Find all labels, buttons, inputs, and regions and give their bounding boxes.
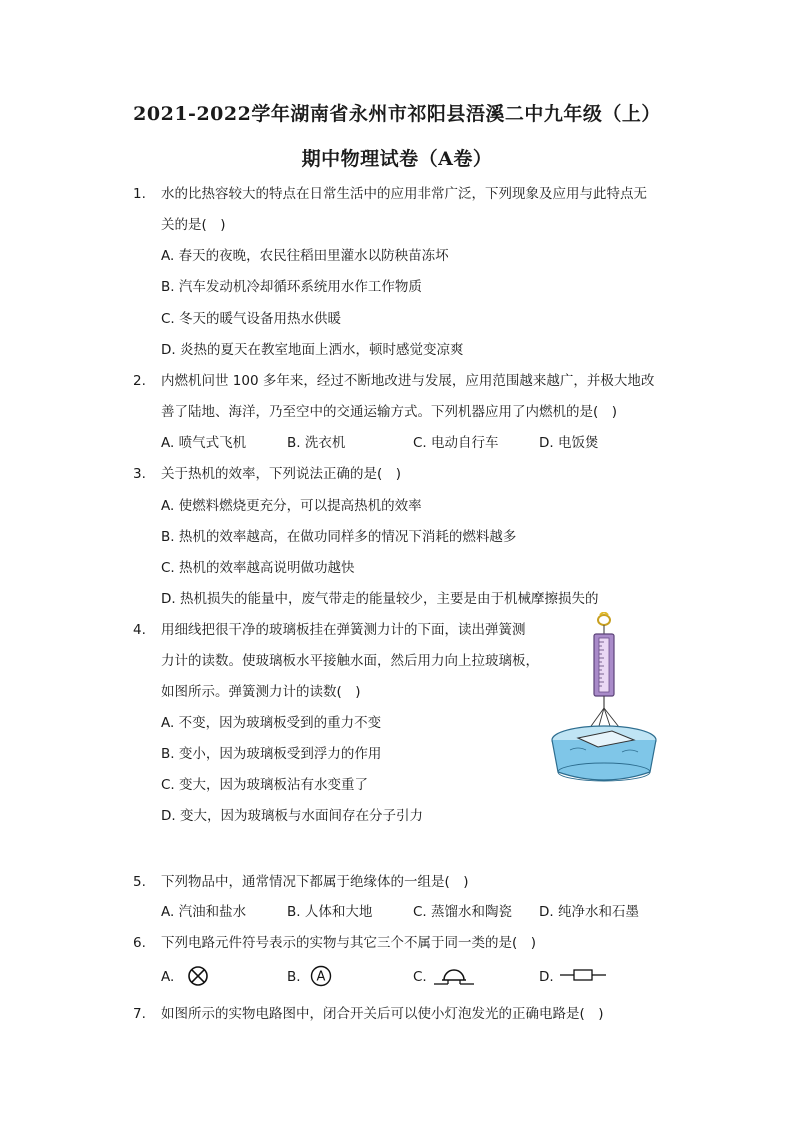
question-text: 善了陆地、海洋，乃至空中的交通运输方式。下列机器应用了内燃机的是( ) xyxy=(161,404,618,420)
option-c: C. 变大，因为玻璃板沾有水变重了 xyxy=(161,777,369,793)
option-d: D. 变大，因为玻璃板与水面间存在分子引力 xyxy=(161,808,423,824)
option-a: A. xyxy=(161,969,175,985)
option-d: D. xyxy=(539,969,554,985)
option-d: D. 炎热的夏天在教室地面上洒水，顿时感觉变凉爽 xyxy=(161,342,464,358)
option-b: B. 人体和大地 xyxy=(287,904,373,920)
option-b: B. 变小，因为玻璃板受到浮力的作用 xyxy=(161,746,382,762)
lamp-symbol-icon xyxy=(186,964,210,988)
question-text: 内燃机问世 100 多年来，经过不断地改进与发展，应用范围越来越广，并极大地改 xyxy=(161,373,655,389)
option-b: B. xyxy=(287,969,301,985)
option-c: C. 电动自行车 xyxy=(413,435,499,451)
question-number: 3. xyxy=(133,466,146,482)
option-a: A. 使燃料燃烧更充分，可以提高热机的效率 xyxy=(161,498,422,514)
ammeter-symbol-icon xyxy=(309,964,333,988)
question-text: 如图所示。弹簧测力计的读数( ) xyxy=(161,684,361,700)
option-a: A. 喷气式飞机 xyxy=(161,435,247,451)
option-b: B. 热机的效率越高，在做功同样多的情况下消耗的燃料越多 xyxy=(161,529,517,545)
option-d: D. 纯净水和石墨 xyxy=(539,904,639,920)
option-d: D. 电饭煲 xyxy=(539,435,599,451)
question-text: 力计的读数。使玻璃板水平接触水面，然后用力向上拉玻璃板， xyxy=(161,653,539,669)
question-number: 7. xyxy=(133,1006,146,1022)
option-a: A. 春天的夜晚，农民往稻田里灌水以防秧苗冻坏 xyxy=(161,248,449,264)
exam-title-line2: 期中物理试卷（A卷） xyxy=(301,148,493,170)
hook-ring-icon xyxy=(598,615,610,625)
spring-scale-figure xyxy=(548,612,660,790)
bell-symbol-icon xyxy=(434,964,474,986)
question-text: 如图所示的实物电路图中，闭合开关后可以使小灯泡发光的正确电路是( ) xyxy=(161,1006,604,1022)
question-text: 用细线把很干净的玻璃板挂在弹簧测力计的下面，读出弹簧测 xyxy=(161,622,526,638)
question-number: 4. xyxy=(133,622,146,638)
question-number: 5. xyxy=(133,874,146,890)
option-c: C. 热机的效率越高说明做功越快 xyxy=(161,560,355,576)
option-c: C. xyxy=(413,969,427,985)
question-text: 水的比热容较大的特点在日常生活中的应用非常广泛，下列现象及应用与此特点无 xyxy=(161,186,647,202)
option-c: C. 蒸馏水和陶瓷 xyxy=(413,904,513,920)
question-number: 1. xyxy=(133,186,146,202)
question-text: 关于热机的效率，下列说法正确的是( ) xyxy=(161,466,402,482)
ammeter-letter: A xyxy=(316,969,326,985)
option-c: C. 冬天的暖气设备用热水供暖 xyxy=(161,311,342,327)
option-a: A. 汽油和盐水 xyxy=(161,904,247,920)
option-b: B. 汽车发动机冷却循环系统用水作工作物质 xyxy=(161,279,422,295)
exam-title-line1: 2021-2022学年湖南省永州市祁阳县浯溪二中九年级（上） xyxy=(133,103,661,125)
question-number: 6. xyxy=(133,935,146,951)
question-number: 2. xyxy=(133,373,146,389)
resistor-symbol-icon xyxy=(560,967,606,983)
question-text: 下列物品中，通常情况下都属于绝缘体的一组是( ) xyxy=(161,874,469,890)
option-b: B. 洗衣机 xyxy=(287,435,346,451)
question-text: 关的是( ) xyxy=(161,217,226,233)
question-text: 下列电路元件符号表示的实物与其它三个不属于同一类的是( ) xyxy=(161,935,537,951)
option-a: A. 不变，因为玻璃板受到的重力不变 xyxy=(161,715,382,731)
option-d: D. 热机损失的能量中，废气带走的能量较少，主要是由于机械摩擦损失的 xyxy=(161,591,599,607)
